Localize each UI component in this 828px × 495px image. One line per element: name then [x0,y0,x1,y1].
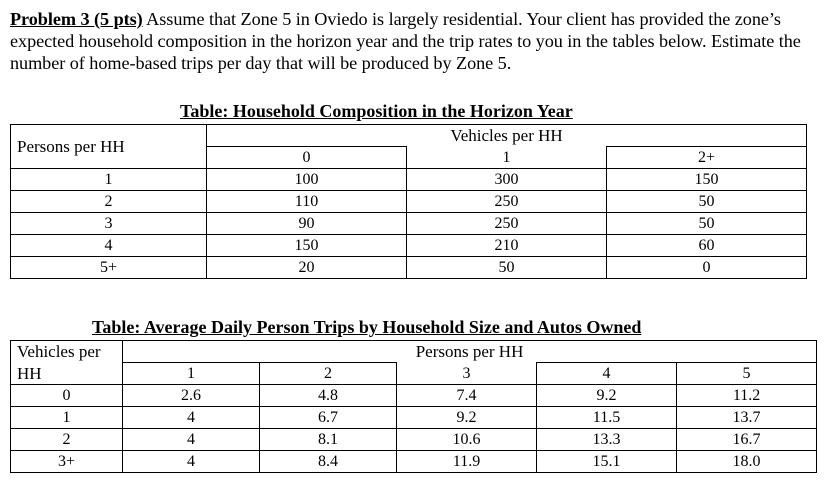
table-cell: 4 [123,407,260,429]
table-cell: 15.1 [537,451,677,473]
table-cell: 11.5 [537,407,677,429]
table2-caption: Table: Average Daily Person Trips by Household Size and Autos Owned [92,317,642,337]
problem-statement [10,8,810,74]
table-cell: 11.9 [397,451,537,473]
row-label: 2 [11,429,123,451]
table-cell: 16.7 [677,429,817,451]
row-label: 3+ [11,451,123,473]
trip-rates-table [10,340,817,473]
problem-heading: Problem 3 (5 pts) [10,9,143,29]
row-label: 1 [11,407,123,429]
table-cell: 10.6 [397,429,537,451]
table-cell: 150 [607,169,807,191]
table-cell: 20 [207,257,407,279]
table2-col-header: 1 [123,363,260,385]
table-cell: 11.2 [677,385,817,407]
row-label: 0 [11,385,123,407]
table-cell: 90 [207,213,407,235]
table-cell: 150 [207,235,407,257]
table-cell: 50 [607,213,807,235]
table1-col-header: 0 [207,147,407,169]
table-cell: 100 [207,169,407,191]
table1-caption: Table: Household Composition in the Horizon Year [180,101,573,121]
table-cell: 50 [607,191,807,213]
table2-row-header: Vehicles per [11,341,123,363]
table2-group-header: Persons per HH [123,341,817,363]
table-row [11,213,807,235]
table2-col-header: 4 [537,363,677,385]
table-row [11,451,817,473]
table-cell: 8.1 [260,429,397,451]
table2-header-row [11,341,817,363]
table-cell: 9.2 [397,407,537,429]
table-row [11,385,817,407]
table-row [11,169,807,191]
table-cell: 250 [407,213,607,235]
table2-row-header-cont: HH [11,363,123,385]
household-composition-table [10,124,807,279]
row-label: 5+ [11,257,207,279]
row-label: 4 [11,235,207,257]
table1-col-header: 2+ [607,147,807,169]
table-cell: 7.4 [397,385,537,407]
table-cell: 300 [407,169,607,191]
table-row [11,407,817,429]
table-cell: 6.7 [260,407,397,429]
table2-col-header: 3 [397,363,537,385]
table1-group-header: Vehicles per HH [207,125,807,147]
table-cell: 0 [607,257,807,279]
table-cell: 4 [123,429,260,451]
table-cell: 50 [407,257,607,279]
table-cell: 13.3 [537,429,677,451]
row-label: 2 [11,191,207,213]
table-row [11,257,807,279]
table-row [11,429,817,451]
table-cell: 8.4 [260,451,397,473]
table1-row-header: Persons per HH [11,125,207,169]
table-row [11,191,807,213]
row-label: 3 [11,213,207,235]
table-cell: 2.6 [123,385,260,407]
table-cell: 110 [207,191,407,213]
table-cell: 4 [123,451,260,473]
table-cell: 18.0 [677,451,817,473]
table-row [11,235,807,257]
table1-header-row [11,125,807,147]
table2-column-row [11,363,817,385]
problem-text: Assume that Zone 5 in Oviedo is largely residential. Your client has provided the zone’s expected household composition in the horizon year and the trip rates to you in the tables below. Estimate the number of home-based trips per day that will be produced by Zone 5. [10,9,801,73]
table-cell: 9.2 [537,385,677,407]
table-cell: 4.8 [260,385,397,407]
table2-col-header: 2 [260,363,397,385]
row-label: 1 [11,169,207,191]
table-cell: 210 [407,235,607,257]
table2-col-header: 5 [677,363,817,385]
table-cell: 60 [607,235,807,257]
table-cell: 250 [407,191,607,213]
table1-col-header: 1 [407,147,607,169]
table-cell: 13.7 [677,407,817,429]
